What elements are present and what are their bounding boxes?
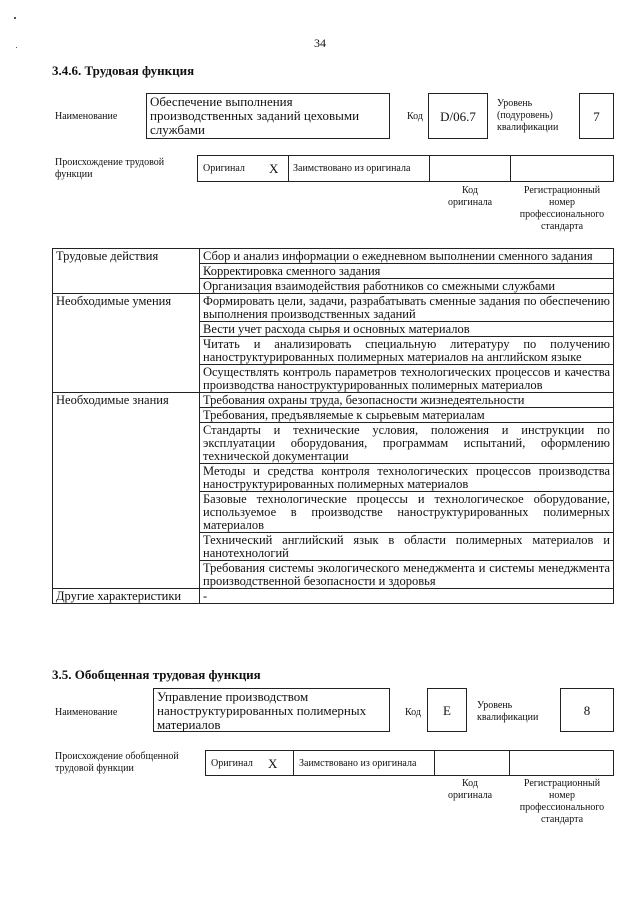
level-box: 7 xyxy=(579,93,614,139)
row-item: Организация взаимодействия работников со смежными службами xyxy=(200,279,614,294)
code-label: Код xyxy=(407,111,423,122)
code-box-2: E xyxy=(427,688,467,732)
row-item: Требования охраны труда, безопасности жизнедеятельности xyxy=(200,393,614,408)
section-heading: 3.4.6. Трудовая функция xyxy=(52,63,195,78)
divider xyxy=(434,751,435,775)
origin-label-2: Происхождение обобщенной трудовой функции xyxy=(55,751,179,774)
row-item: Требования, предъявляемые к сырьевым материалам xyxy=(200,408,614,423)
row-category: Другие характеристики xyxy=(53,589,200,604)
origin-label: Происхождение трудовой функции xyxy=(55,157,165,180)
divider xyxy=(288,156,289,181)
reg-number-label: Регистрационный номер профессионального стандарта xyxy=(519,185,605,232)
section-heading-2: 3.5. Обобщенная трудовая функция xyxy=(52,667,261,682)
scan-speck xyxy=(16,47,17,48)
row-category: Необходимые умения xyxy=(53,294,200,393)
page-number: 34 xyxy=(314,36,326,50)
table-row xyxy=(53,589,614,604)
divider xyxy=(509,751,510,775)
row-item: Вести учет расхода сырья и основных материалов xyxy=(200,322,614,337)
divider xyxy=(429,156,430,181)
row-category: Необходимые знания xyxy=(53,393,200,589)
level-box-2: 8 xyxy=(560,688,614,732)
row-item: Корректировка сменного задания xyxy=(200,264,614,279)
divider xyxy=(510,156,511,181)
row-item: Технический английский язык в области полимерных материалов и нанотехнологий xyxy=(200,533,614,561)
generalized-function-name-box: Управление производством наноструктурированных полимерных материалов xyxy=(153,688,390,732)
row-item: Базовые технологические процессы и технологическое оборудование, используемое в производстве наноструктурированных полимерных материалов xyxy=(200,492,614,533)
original-mark-2: X xyxy=(268,756,278,771)
table-row xyxy=(53,294,614,322)
row-item: Стандарты и технические условия, положения и инструкции по эксплуатации оборудования, программам испытаний, оформлению технической документации xyxy=(200,423,614,464)
code-original-label-2: Код оригинала xyxy=(447,778,493,801)
reg-number-label-2: Регистрационный номер профессионального стандарта xyxy=(519,778,605,825)
level-label-2: Уровень квалификации xyxy=(477,700,539,723)
row-category: Трудовые действия xyxy=(53,249,200,294)
table-row xyxy=(53,393,614,408)
level-label: Уровень (подуровень) квалификации xyxy=(497,98,559,133)
row-item: - xyxy=(200,589,614,604)
name-label-2: Наименование xyxy=(55,707,118,718)
row-item: Методы и средства контроля технологических процессов производства наноструктурированных полимерных материалов xyxy=(200,464,614,492)
original-label-2: Оригинал xyxy=(211,758,253,769)
original-label: Оригинал xyxy=(203,163,245,174)
scan-speck xyxy=(14,17,16,19)
code-label-2: Код xyxy=(405,707,421,718)
borrowed-label-2: Заимствовано из оригинала xyxy=(299,758,417,769)
original-mark: X xyxy=(269,161,279,176)
table-row xyxy=(53,249,614,264)
row-item: Требования системы экологического менеджмента и системы менеджмента производственной безопасности и здоровья xyxy=(200,561,614,589)
divider xyxy=(293,751,294,775)
origin-row-2 xyxy=(205,750,614,776)
name-label: Наименование xyxy=(55,111,118,122)
row-item: Читать и анализировать специальную литературу по получению наноструктурированных полимерных материалов на английском языке xyxy=(200,337,614,365)
code-original-label: Код оригинала xyxy=(447,185,493,208)
origin-row xyxy=(197,155,614,182)
function-details-table xyxy=(52,248,614,604)
borrowed-label: Заимствовано из оригинала xyxy=(293,163,411,174)
code-box: D/06.7 xyxy=(428,93,488,139)
row-item: Формировать цели, задачи, разрабатывать сменные задания по обеспечению выполнения производственных заданий xyxy=(200,294,614,322)
row-item: Осуществлять контроль параметров технологических процессов и качества производства наноструктурированных полимерных материалов xyxy=(200,365,614,393)
row-item: Сбор и анализ информации о ежедневном выполнении сменного задания xyxy=(200,249,614,264)
function-name-box: Обеспечение выполнения производственных заданий цеховыми службами xyxy=(146,93,390,139)
